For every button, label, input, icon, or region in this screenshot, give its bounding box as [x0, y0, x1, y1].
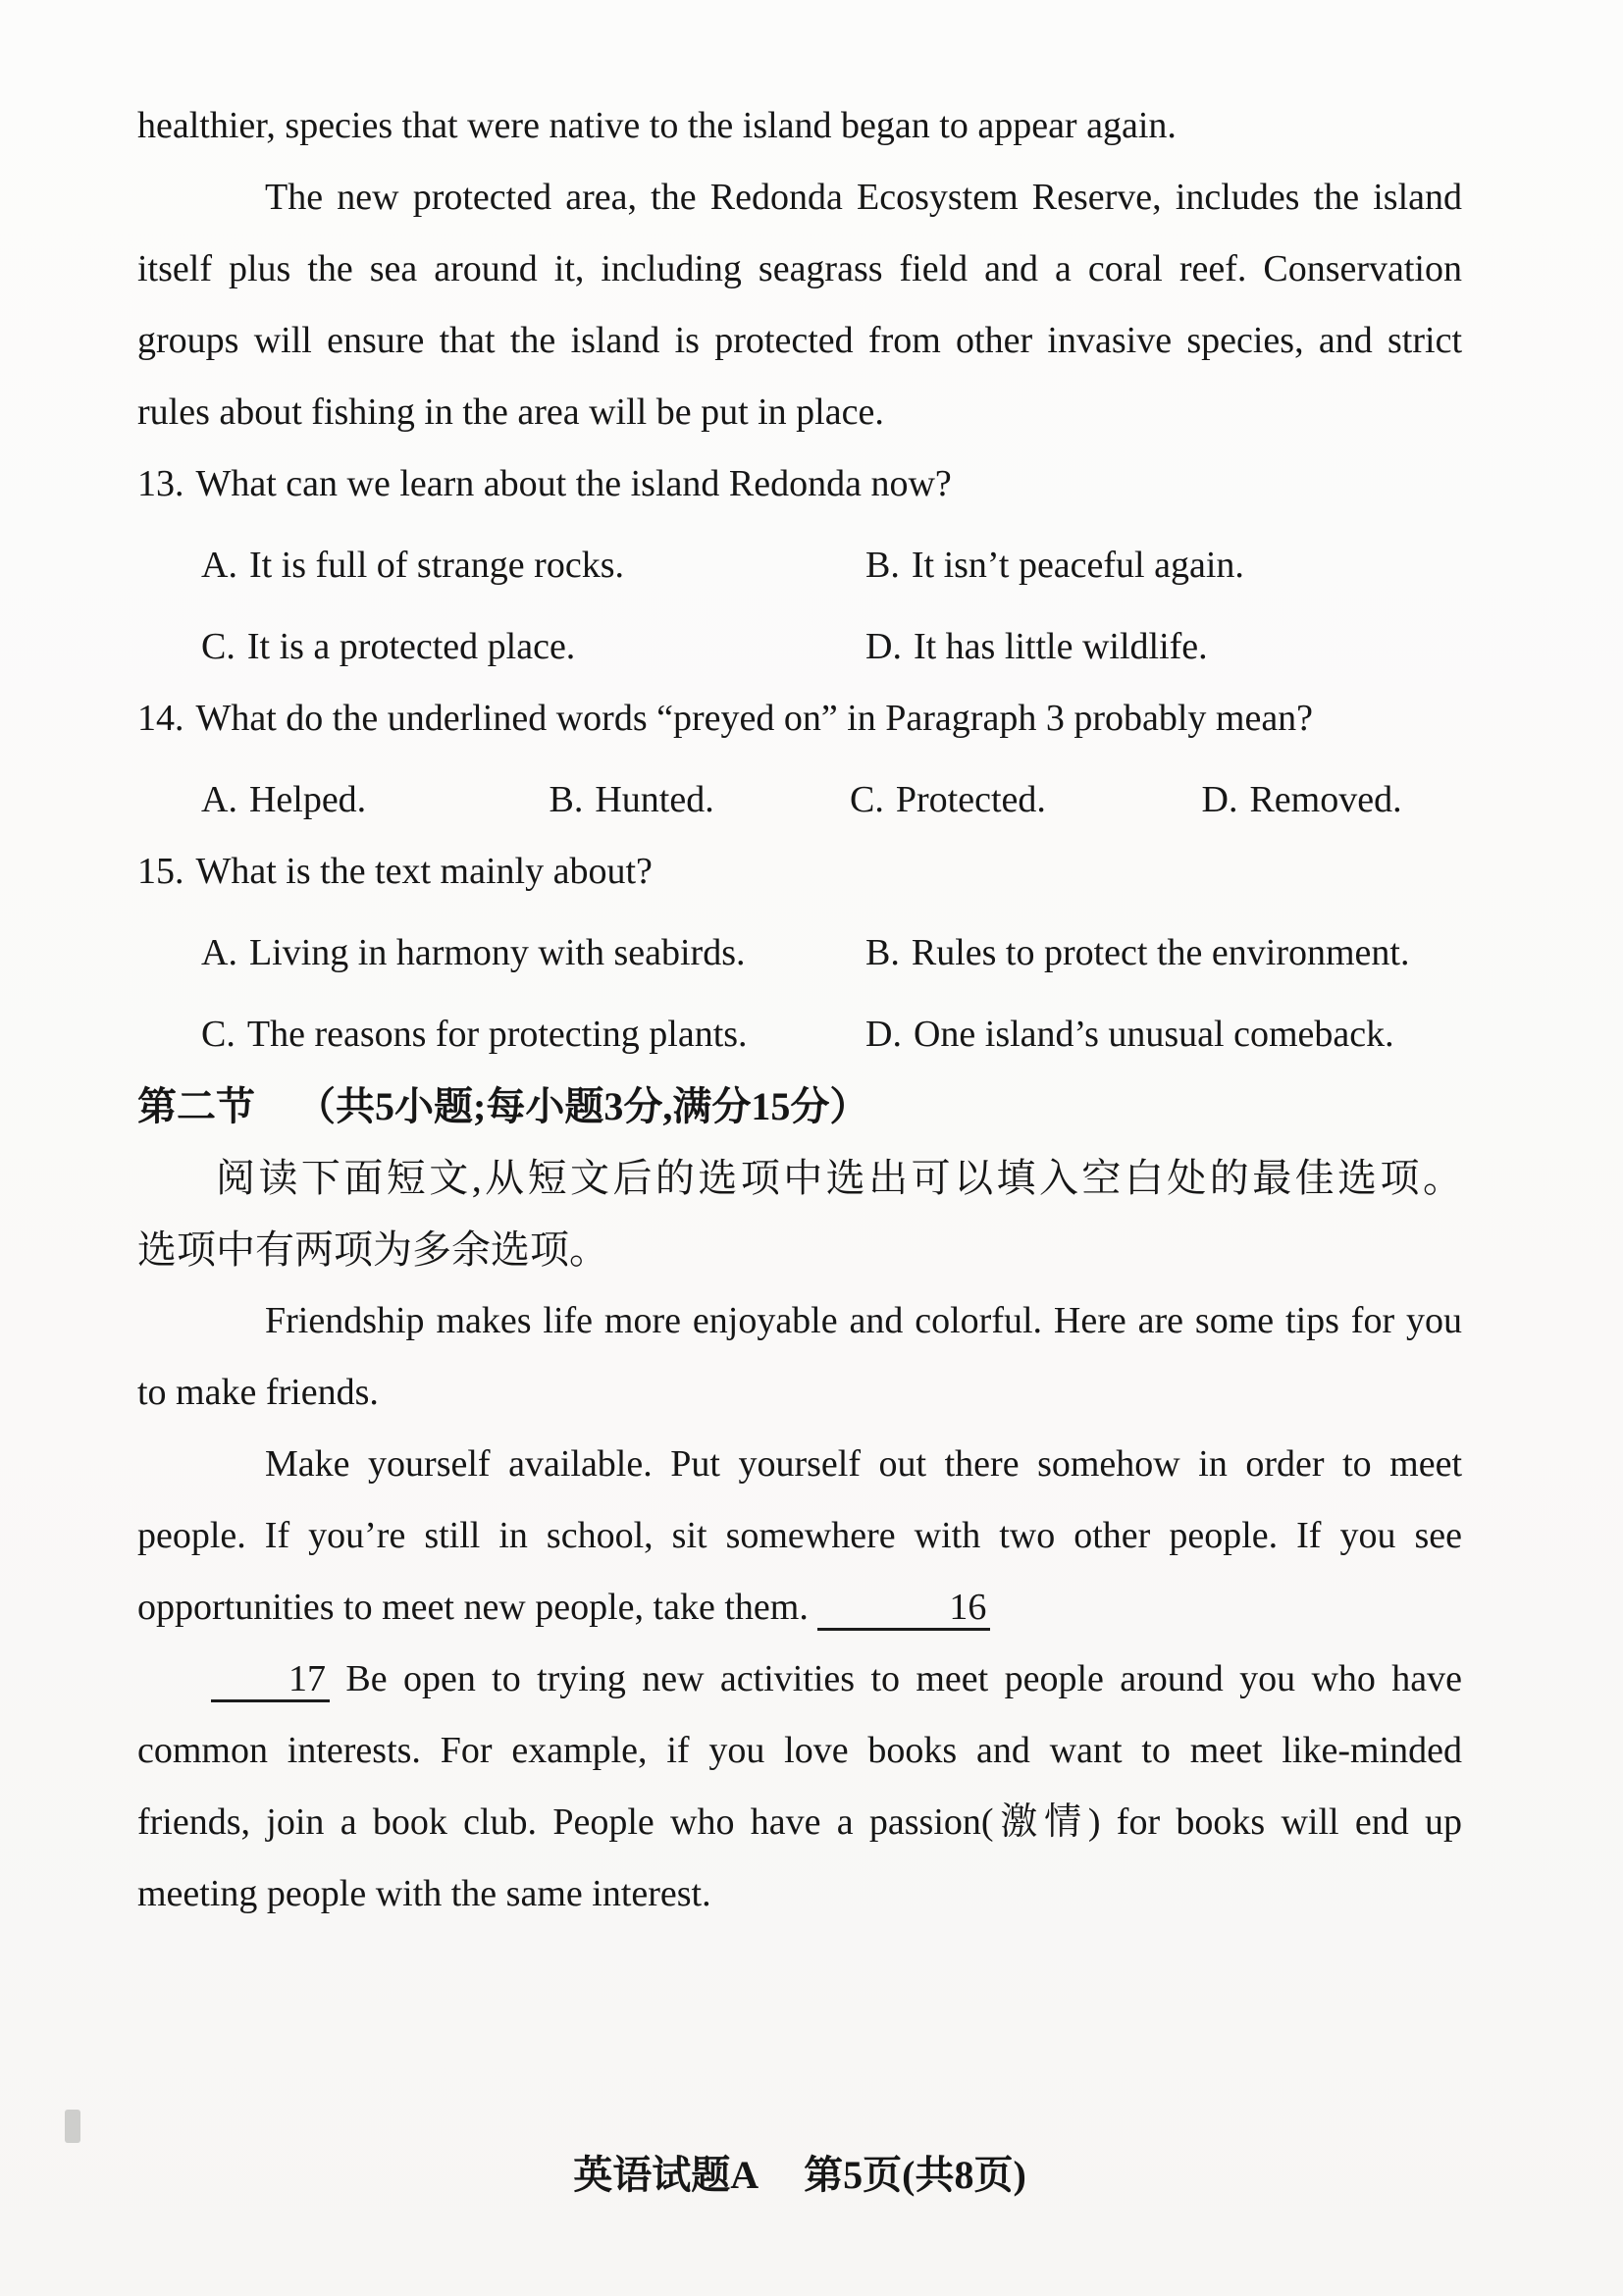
- scan-artifact-mark: [65, 2110, 80, 2143]
- cloze-paragraph-2: [137, 1429, 1462, 1644]
- section-2-instruction-line-2: 选项中有两项为多余选项。: [137, 1227, 608, 1272]
- option-13-a-text: It is full of strange rocks.: [248, 545, 624, 586]
- question-14-options-row: [137, 764, 1462, 836]
- question-13-options-row-2: [137, 611, 1462, 683]
- option-14-d-label: D.: [1201, 779, 1238, 820]
- option-14-a: [201, 764, 540, 836]
- question-13-text: What can we learn about the island Redonda now?: [195, 463, 952, 504]
- option-13-a-label: A.: [201, 545, 237, 586]
- blank-16: 16: [817, 1589, 990, 1631]
- page-footer: [137, 2139, 1462, 2211]
- option-13-a: [201, 530, 865, 601]
- section-2-heading-note: （共5小题;每小题3分,满分15分）: [296, 1084, 869, 1128]
- question-15: [137, 836, 1462, 908]
- question-15-number: 15.: [137, 851, 184, 892]
- option-13-c-text: It is a protected place.: [246, 626, 576, 667]
- section-2-instruction-line-1: 阅读下面短文,从短文后的选项中选出可以填入空白处的最佳选项。: [216, 1156, 1462, 1200]
- option-14-b-label: B.: [549, 779, 584, 820]
- question-15-text: What is the text mainly about?: [195, 851, 653, 892]
- cloze-paragraph-3: [137, 1644, 1462, 1930]
- option-14-b-text: Hunted.: [595, 779, 714, 820]
- option-14-a-label: A.: [201, 779, 237, 820]
- question-15-options-row-1: [137, 917, 1462, 989]
- blank-17: 17: [211, 1660, 330, 1702]
- option-13-b-text: It isn’t peaceful again.: [911, 545, 1244, 586]
- option-14-d-text: Removed.: [1249, 779, 1402, 820]
- cloze-paragraph-2-text: Make yourself available. Put yourself out there somehow in order to meet people. If you’re still in school, sit somewhere with two other people. If you see opportunities to meet new people, take them.: [137, 1443, 1462, 1628]
- option-14-c: [850, 764, 1192, 836]
- option-15-b-label: B.: [865, 932, 900, 973]
- option-15-d-text: One island’s unusual comeback.: [913, 1014, 1394, 1055]
- page-content: [137, 90, 1462, 1930]
- option-15-d-label: D.: [865, 1014, 902, 1055]
- option-13-d-label: D.: [865, 626, 902, 667]
- option-14-c-text: Protected.: [895, 779, 1046, 820]
- section-2-heading: [137, 1070, 1462, 1142]
- question-15-options-row-2: [137, 999, 1462, 1070]
- option-15-c-text: The reasons for protecting plants.: [246, 1014, 748, 1055]
- passage-paragraph: The new protected area, the Redonda Ecosystem Reserve, includes the island itself plus the sea around it, including seagrass field and a coral reef. Conservation groups will ensure that the island is protected from other invasive species, and strict rules about fishing in the area will be put in place.: [137, 177, 1462, 433]
- section-2-heading-label: 第二节: [137, 1084, 255, 1128]
- option-15-c: [201, 999, 865, 1070]
- option-14-b: [550, 764, 841, 836]
- option-13-d: [865, 611, 1462, 683]
- question-14-text: What do the underlined words “preyed on” in Paragraph 3 probably mean?: [195, 698, 1314, 739]
- question-14: [137, 683, 1462, 755]
- option-15-b-text: Rules to protect the environment.: [911, 932, 1410, 973]
- cloze-paragraph-3-text: Be open to trying new activities to meet people around you who have common interests. For example, if you love books and want to meet like-minded friends, join a book club. People who have a passion(激情) for books will end up meeting people with the same interest.: [137, 1658, 1463, 1914]
- question-13-number: 13.: [137, 463, 184, 504]
- option-15-b: [865, 917, 1462, 989]
- option-13-c: [201, 611, 865, 683]
- option-14-d: [1202, 764, 1402, 836]
- option-15-a-text: Living in harmony with seabirds.: [248, 932, 746, 973]
- option-13-b: [865, 530, 1462, 601]
- option-13-d-text: It has little wildlife.: [913, 626, 1208, 667]
- option-13-b-label: B.: [865, 545, 900, 586]
- option-13-c-label: C.: [201, 626, 236, 667]
- question-13: [137, 448, 1462, 520]
- option-14-c-label: C.: [850, 779, 884, 820]
- option-14-a-text: Helped.: [248, 779, 367, 820]
- question-14-number: 14.: [137, 698, 184, 739]
- passage-continuation-line: healthier, species that were native to the island began to appear again.: [137, 105, 1177, 146]
- cloze-paragraph-1: Friendship makes life more enjoyable and colorful. Here are some tips for you to make friends.: [137, 1300, 1462, 1413]
- option-15-a-label: A.: [201, 932, 237, 973]
- footer-page-number: 第5页(共8页): [804, 2153, 1026, 2197]
- option-15-d: [865, 999, 1462, 1070]
- option-15-a: [201, 917, 865, 989]
- question-13-options-row-1: [137, 530, 1462, 601]
- option-15-c-label: C.: [201, 1014, 236, 1055]
- footer-paper-title: 英语试题A: [573, 2153, 759, 2197]
